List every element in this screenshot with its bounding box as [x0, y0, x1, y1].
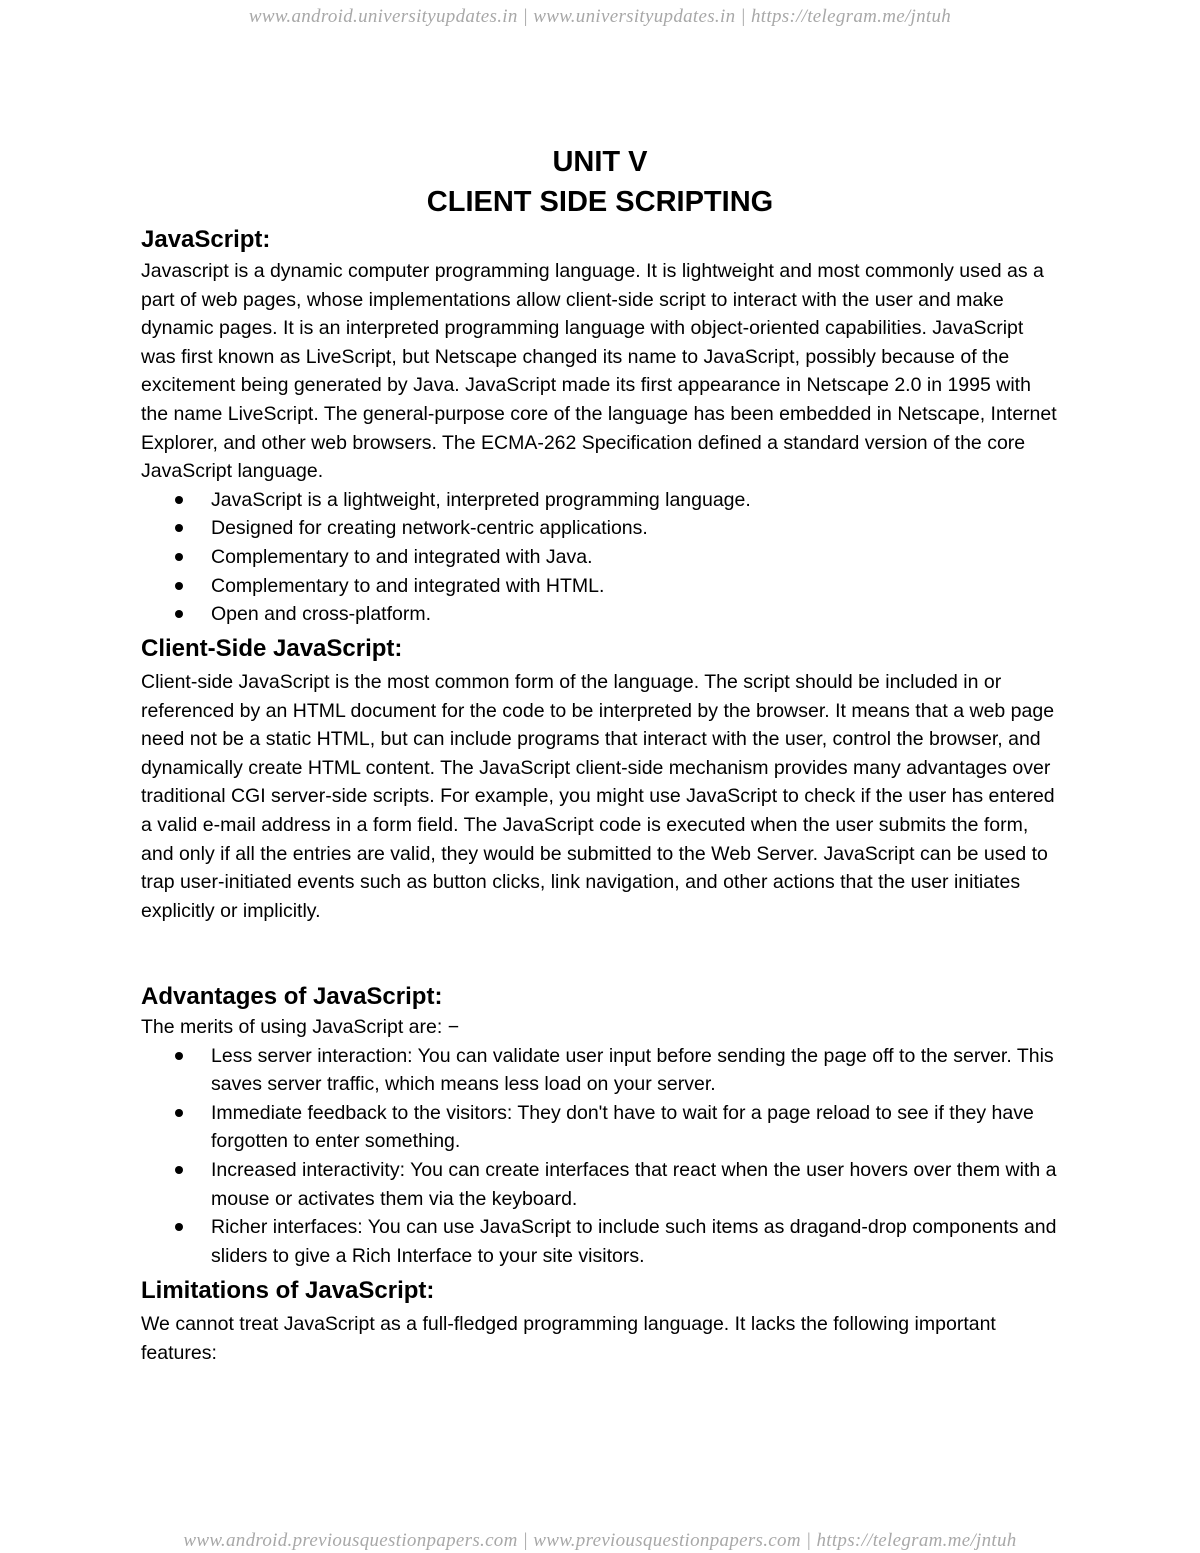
bullet-icon [175, 1109, 183, 1117]
list-item: Complementary to and integrated with HTML. [141, 572, 1061, 601]
bullet-icon [175, 582, 183, 590]
heading-advantages: Advantages of JavaScript: [141, 983, 443, 1010]
advantages-intro: The merits of using JavaScript are: − [141, 1016, 460, 1038]
bullet-icon [175, 553, 183, 561]
footer-watermark: www.android.previousquestionpapers.com | www.previousquestionpapers.com | https://telegram.me/jntuh [183, 1530, 1017, 1551]
heading-javascript: JavaScript: [141, 226, 271, 253]
list-item: JavaScript is a lightweight, interpreted programming language. [141, 486, 1061, 515]
list-item: Open and cross-platform. [141, 600, 1061, 629]
limitations-paragraph: We cannot treat JavaScript as a full-fledged programming language. It lacks the following important features: [141, 1313, 996, 1364]
client-side-paragraph: Client-side JavaScript is the most common form of the language. The script should be included in or referenced by an HTML document for the code to be interpreted by the browser. It means that a web page need not be a static HTML, but can include programs that interact with the user, control the browser, and dynamically create HTML content. The JavaScript client-side mechanism provides many advantages over traditional CGI server-side scripts. For example, you might use JavaScript to check if the user has entered a valid e-mail address in a form field. The JavaScript code is executed when the user submits the form, and only if all the entries are valid, they would be submitted to the Web Server. JavaScript can be used to trap user-initiated events such as button clicks, link navigation, and other actions that the user initiates explicitly or implicitly. [141, 671, 1055, 922]
bullet-icon [175, 1052, 183, 1060]
section-advantages [141, 982, 1061, 1270]
bullet-icon [175, 1166, 183, 1174]
bullet-icon [175, 524, 183, 532]
header-watermark: www.android.universityupdates.in | www.universityupdates.in | https://telegram.me/jntuh [248, 6, 952, 27]
bullet-icon [175, 1223, 183, 1231]
list-item: Immediate feedback to the visitors: They don't have to wait for a page reload to see if they have forgotten to enter something. [141, 1099, 1061, 1156]
unit-title: UNIT V [552, 146, 648, 178]
advantages-list [141, 1042, 1061, 1271]
list-item: Less server interaction: You can validate user input before sending the page off to the server. This saves server traffic, which means less load on your server. [141, 1042, 1061, 1099]
heading-limitations: Limitations of JavaScript: [141, 1277, 435, 1304]
section-javascript [141, 225, 1061, 629]
section-client-side [141, 634, 1061, 925]
list-item: Increased interactivity: You can create interfaces that react when the user hovers over them with a mouse or activates them via the keyboard. [141, 1156, 1061, 1213]
list-item: Richer interfaces: You can use JavaScript to include such items as dragand-drop components and sliders to give a Rich Interface to your site visitors. [141, 1213, 1061, 1270]
unit-subtitle: CLIENT SIDE SCRIPTING [426, 186, 774, 218]
javascript-features-list [141, 486, 1061, 629]
bullet-icon [175, 496, 183, 504]
bullet-icon [175, 610, 183, 618]
section-limitations [141, 1276, 1061, 1367]
heading-client-side: Client-Side JavaScript: [141, 635, 403, 662]
list-item: Designed for creating network-centric applications. [141, 514, 1061, 543]
javascript-paragraph: Javascript is a dynamic computer programming language. It is lightweight and most commonly used as a part of web pages, whose implementations allow client-side script to interact with the user and make dynamic pages. It is an interpreted programming language with object-oriented capabilities. JavaScript was first known as LiveScript, but Netscape changed its name to JavaScript, possibly because of the excitement being generated by Java. JavaScript made its first appearance in Netscape 2.0 in 1995 with the name LiveScript. The general-purpose core of the language has been embedded in Netscape, Internet Explorer, and other web browsers. The ECMA-262 Specification defined a standard version of the core JavaScript language. [141, 260, 1057, 483]
list-item: Complementary to and integrated with Java. [141, 543, 1061, 572]
